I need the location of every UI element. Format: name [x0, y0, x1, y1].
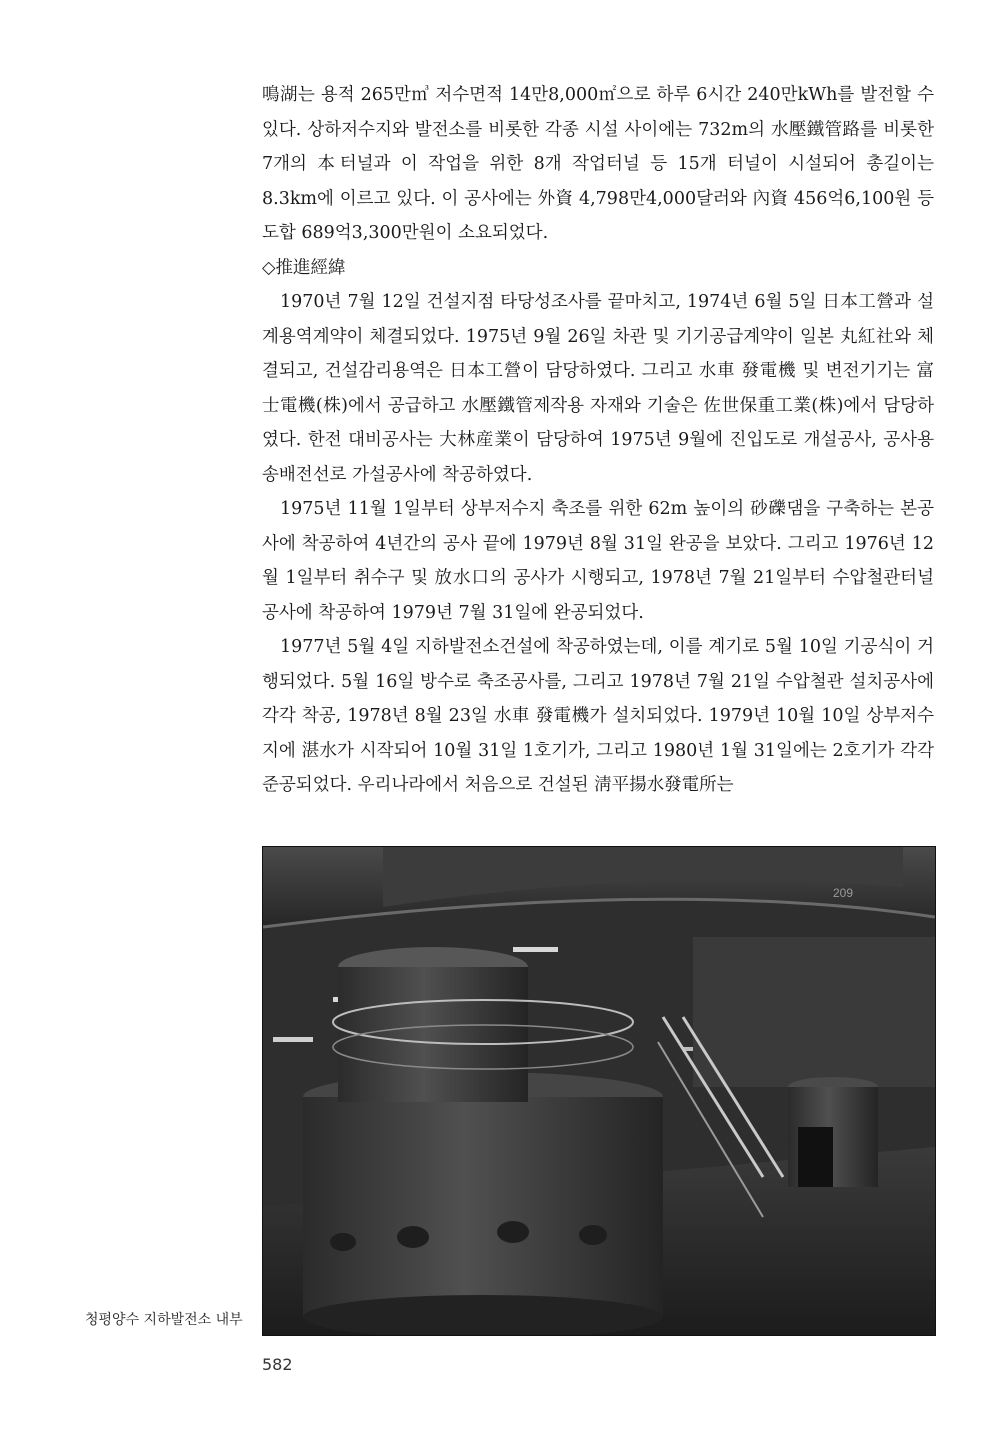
photo-caption: 청평양수 지하발전소 내부 — [85, 1312, 243, 1328]
paragraph-4: 1977년 5월 4일 지하발전소건설에 착공하였는데, 이를 계기로 5월 10일 기공식이 거행되었다. 5월 16일 방수로 축조공사를, 그리고 1978년 7월 21일 수압철관 설치공사에 각각 착공, 1978년 8월 23일 水車 發電機가 설치되었다. 1979년 10월 10일 상부저수지에 湛水가 시작되어 10월 31일 1호기가, 그리고 1980년 1월 31일에는 2호기가 각각 준공되었다. 우리나라에서 처음으로 건설된 淸平揚水發電所는 — [262, 637, 934, 795]
page-number: 582 — [262, 1355, 293, 1374]
paragraph-3: 1975년 11월 1일부터 상부저수지 축조를 위한 62m 높이의 砂礫댐을 구축하는 본공사에 착공하여 4년간의 공사 끝에 1979년 8월 31일 완공을 보았다. 그리고 1976년 12월 1일부터 취수구 및 放水口의 공사가 시행되고, 1978년 7월 21일부터 수압철관터널공사에 착공하여 1979년 7월 31일에 완공되었다. — [262, 499, 934, 623]
wall-label: 209 — [833, 886, 854, 900]
section-heading: ◇推進經緯 — [262, 257, 346, 278]
body-text — [262, 78, 934, 803]
powerhouse-interior-image — [263, 847, 935, 1335]
powerhouse-photo — [262, 846, 936, 1336]
paragraph-1: 鳴湖는 용적 265만㎥ 저수면적 14만8,000㎡으로 하루 6시간 240만kWh를 발전할 수 있다. 상하저수지와 발전소를 비롯한 각종 시설 사이에는 732m의 水壓鐵管路를 비롯한 7개의 本터널과 이 작업을 위한 8개 작업터널 등 15개 터널이 시설되어 총길이는 8.3km에 이르고 있다. 이 공사에는 外資 4,798만4,000달러와 內資 456억6,100원 등 도합 689억3,300만원이 소요되었다. — [262, 85, 934, 243]
paragraph-2: 1970년 7월 12일 건설지점 타당성조사를 끝마치고, 1974년 6월 5일 日本工營과 설계용역계약이 체결되었다. 1975년 9월 26일 차관 및 기기공급계약이 일본 丸紅社와 체결되고, 건설감리용역은 日本工營이 담당하였다. 그리고 水車 發電機 및 변전기기는 富士電機(株)에서 공급하고 水壓鐵管제작용 자재와 기술은 佐世保重工業(株)에서 담당하였다. 한전 대비공사는 大林産業이 담당하여 1975년 9월에 진입도로 개설공사, 공사용 송배전선로 가설공사에 착공하였다. — [262, 292, 935, 485]
